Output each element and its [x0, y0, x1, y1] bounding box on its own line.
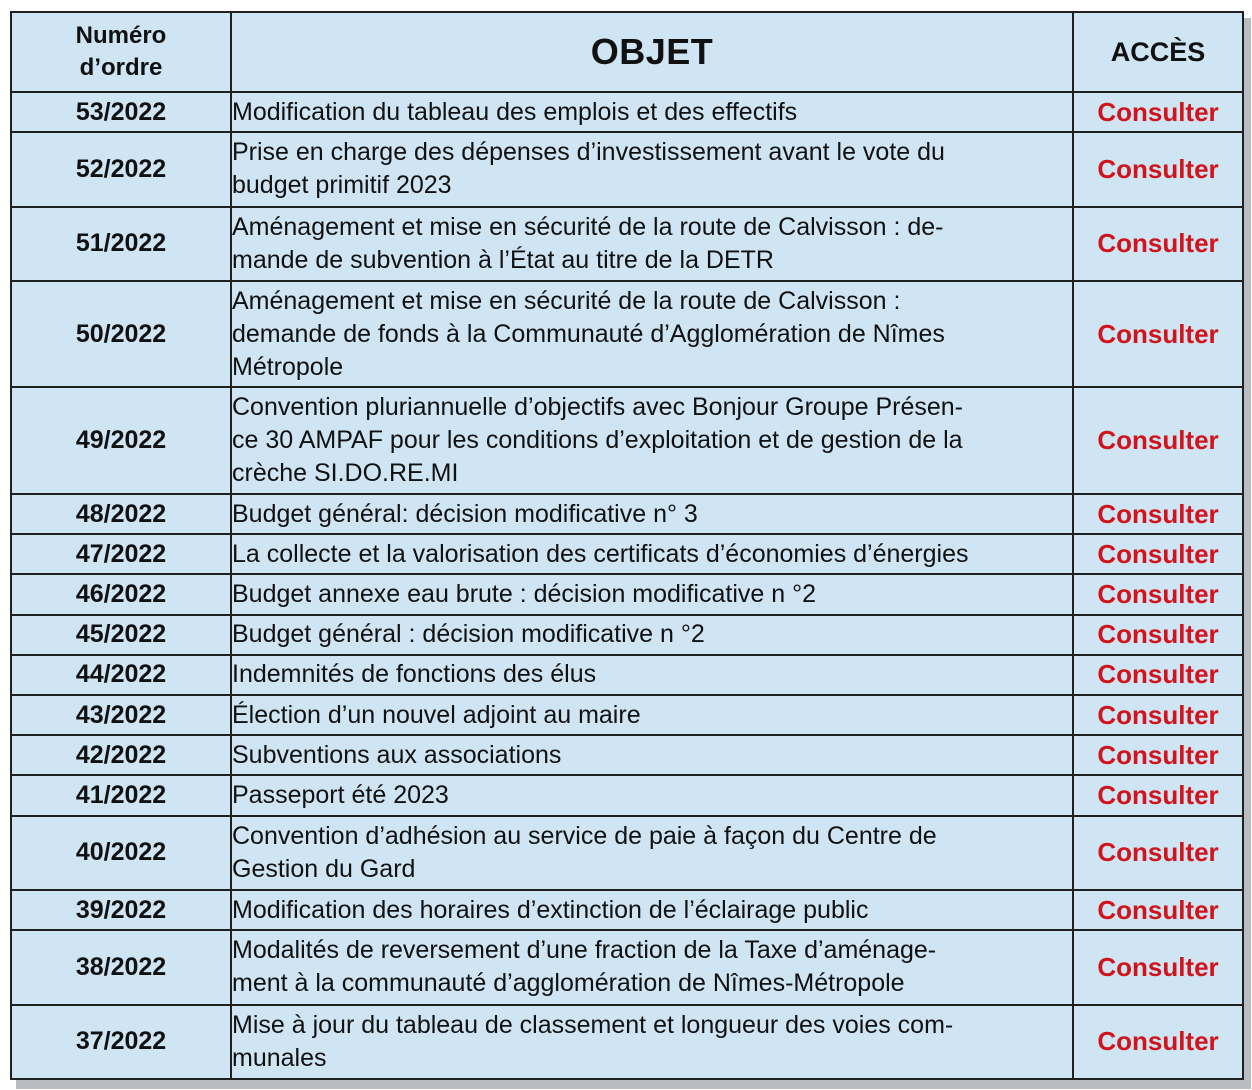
row-numero: 45/2022 — [11, 615, 231, 655]
deliberations-table — [10, 11, 1244, 1080]
header-acces: ACCÈS — [1073, 12, 1243, 92]
row-objet-line: Gestion du Gard — [232, 854, 416, 883]
table-row — [11, 655, 1243, 695]
consulter-link[interactable]: Consulter — [1097, 619, 1219, 650]
row-acces — [1073, 890, 1243, 930]
row-objet-line: munales — [232, 1043, 327, 1072]
row-acces — [1073, 1005, 1243, 1079]
row-acces — [1073, 735, 1243, 775]
table-row — [11, 695, 1243, 735]
row-objet-line: crèche SI.DO.RE.MI — [232, 459, 459, 488]
row-acces — [1073, 494, 1243, 534]
row-objet — [231, 92, 1073, 132]
row-objet — [231, 281, 1073, 388]
row-objet — [231, 132, 1073, 206]
row-acces — [1073, 281, 1243, 388]
table-row — [11, 534, 1243, 574]
header-row — [11, 12, 1243, 92]
table-row — [11, 574, 1243, 614]
row-objet-line: Métropole — [232, 352, 344, 381]
row-numero: 52/2022 — [11, 132, 231, 206]
row-objet-line: Élection d’un nouvel adjoint au maire — [232, 700, 641, 729]
row-numero: 41/2022 — [11, 775, 231, 815]
header-numero — [11, 12, 231, 92]
row-numero: 43/2022 — [11, 695, 231, 735]
consulter-link[interactable]: Consulter — [1097, 780, 1219, 811]
table-row — [11, 1005, 1243, 1079]
row-objet — [231, 930, 1073, 1004]
row-objet-line: Modification du tableau des emplois et des effectifs — [232, 97, 798, 126]
table-row — [11, 387, 1243, 494]
row-numero: 37/2022 — [11, 1005, 231, 1079]
table-row — [11, 735, 1243, 775]
row-numero: 40/2022 — [11, 816, 231, 890]
row-objet-line: demande de fonds à la Communauté d’Agglomération de Nîmes — [232, 319, 945, 348]
row-objet-line: La collecte et la valorisation des certificats d’économies d’énergies — [232, 539, 969, 568]
row-numero: 53/2022 — [11, 92, 231, 132]
row-acces — [1073, 574, 1243, 614]
row-objet-line: Passeport été 2023 — [232, 781, 449, 810]
row-objet — [231, 816, 1073, 890]
table-row — [11, 207, 1243, 281]
row-acces — [1073, 534, 1243, 574]
row-acces — [1073, 132, 1243, 206]
consulter-link[interactable]: Consulter — [1097, 951, 1219, 982]
consulter-link[interactable]: Consulter — [1097, 498, 1219, 529]
consulter-link[interactable]: Consulter — [1097, 96, 1219, 127]
row-acces — [1073, 695, 1243, 735]
row-objet-line: Prise en charge des dépenses d’investissement avant le vote du — [232, 138, 945, 167]
row-acces — [1073, 387, 1243, 494]
header-numero-line1: Numéro — [75, 22, 167, 49]
row-objet — [231, 695, 1073, 735]
table-row — [11, 930, 1243, 1004]
consulter-link[interactable]: Consulter — [1097, 318, 1219, 349]
consulter-link[interactable]: Consulter — [1097, 228, 1219, 259]
row-numero: 46/2022 — [11, 574, 231, 614]
table-row — [11, 281, 1243, 388]
table-header — [11, 12, 1243, 92]
row-numero: 38/2022 — [11, 930, 231, 1004]
row-objet — [231, 207, 1073, 281]
table-row — [11, 816, 1243, 890]
table-row — [11, 494, 1243, 534]
consulter-link[interactable]: Consulter — [1097, 425, 1219, 456]
consulter-link[interactable]: Consulter — [1097, 659, 1219, 690]
row-acces — [1073, 816, 1243, 890]
header-numero-line2: d’ordre — [79, 54, 163, 81]
row-objet — [231, 534, 1073, 574]
table-row — [11, 615, 1243, 655]
row-acces — [1073, 930, 1243, 1004]
row-acces — [1073, 655, 1243, 695]
row-objet-line: ce 30 AMPAF pour les conditions d’exploitation et de gestion de la — [232, 426, 963, 455]
row-objet-line: Budget général: décision modificative n° 3 — [232, 499, 698, 528]
row-numero: 51/2022 — [11, 207, 231, 281]
row-objet — [231, 494, 1073, 534]
row-numero: 42/2022 — [11, 735, 231, 775]
row-objet — [231, 775, 1073, 815]
row-acces — [1073, 207, 1243, 281]
row-objet-line: Indemnités de fonctions des élus — [232, 660, 597, 689]
row-numero: 47/2022 — [11, 534, 231, 574]
row-objet-line: mande de subvention à l’État au titre de la DETR — [232, 245, 774, 274]
consulter-link[interactable]: Consulter — [1097, 1026, 1219, 1057]
consulter-link[interactable]: Consulter — [1097, 538, 1219, 569]
table-row — [11, 92, 1243, 132]
row-objet-line: ment à la communauté d’agglomération de Nîmes-Métropole — [232, 969, 905, 998]
row-objet — [231, 1005, 1073, 1079]
consulter-link[interactable]: Consulter — [1097, 894, 1219, 925]
consulter-link[interactable]: Consulter — [1097, 837, 1219, 868]
row-objet-line: Budget annexe eau brute : décision modificative n °2 — [232, 580, 816, 609]
table-row — [11, 132, 1243, 206]
row-acces — [1073, 775, 1243, 815]
row-objet-line: Mise à jour du tableau de classement et longueur des voies com- — [232, 1010, 954, 1039]
row-objet — [231, 890, 1073, 930]
row-objet — [231, 615, 1073, 655]
consulter-link[interactable]: Consulter — [1097, 699, 1219, 730]
table-row — [11, 775, 1243, 815]
row-objet — [231, 655, 1073, 695]
row-numero: 49/2022 — [11, 387, 231, 494]
row-objet-line: Budget général : décision modificative n °2 — [232, 620, 705, 649]
row-objet-line: Subventions aux associations — [232, 740, 562, 769]
row-objet — [231, 574, 1073, 614]
consulter-link[interactable]: Consulter — [1097, 153, 1219, 184]
consulter-link[interactable]: Consulter — [1097, 579, 1219, 610]
row-objet — [231, 735, 1073, 775]
table-body — [11, 92, 1243, 1079]
row-objet — [231, 387, 1073, 494]
consulter-link[interactable]: Consulter — [1097, 739, 1219, 770]
row-numero: 50/2022 — [11, 281, 231, 388]
row-acces — [1073, 615, 1243, 655]
row-objet-line: budget primitif 2023 — [232, 171, 452, 200]
row-objet-line: Modification des horaires d’extinction de l’éclairage public — [232, 895, 869, 924]
row-numero: 44/2022 — [11, 655, 231, 695]
header-objet: OBJET — [231, 12, 1073, 92]
row-objet-line: Aménagement et mise en sécurité de la route de Calvisson : de- — [232, 212, 944, 241]
row-objet-line: Aménagement et mise en sécurité de la route de Calvisson : — [232, 286, 901, 315]
row-numero: 39/2022 — [11, 890, 231, 930]
row-objet-line: Convention pluriannuelle d’objectifs avec Bonjour Groupe Présen- — [232, 393, 963, 422]
row-acces — [1073, 92, 1243, 132]
row-objet-line: Modalités de reversement d’une fraction de la Taxe d’aménage- — [232, 936, 937, 965]
row-objet-line: Convention d’adhésion au service de paie à façon du Centre de — [232, 821, 937, 850]
table-row — [11, 890, 1243, 930]
row-numero: 48/2022 — [11, 494, 231, 534]
